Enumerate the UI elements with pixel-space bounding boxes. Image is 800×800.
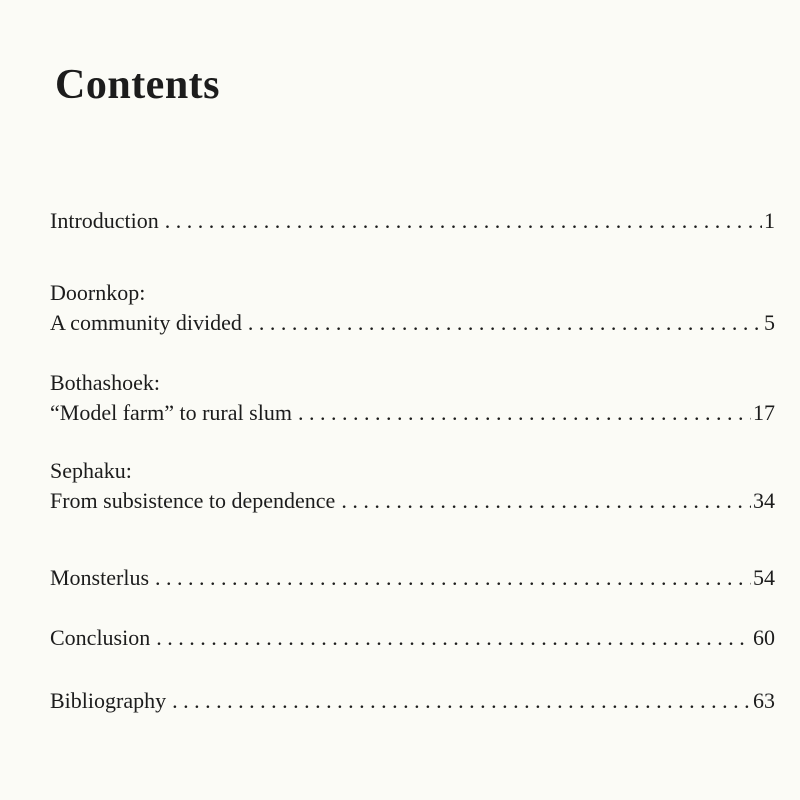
toc-page-number: 63	[753, 688, 775, 713]
dot-leader	[155, 563, 751, 593]
toc-line	[50, 686, 775, 716]
toc-entry-title: Monsterlus	[50, 565, 149, 590]
dot-leader	[165, 206, 762, 236]
toc-entry-conclusion	[50, 623, 775, 653]
toc-entry-place: Doornkop:	[50, 280, 146, 305]
toc-line	[50, 623, 775, 653]
toc-entry-introduction	[50, 206, 775, 236]
toc-entry-doornkop	[50, 278, 775, 338]
dot-leader	[341, 486, 751, 516]
toc-line	[50, 398, 775, 428]
toc-entry-title: “Model farm” to rural slum	[50, 400, 292, 425]
toc-entry-title: Bibliography	[50, 688, 167, 713]
toc-line	[50, 563, 775, 593]
toc-entry-place: Sephaku:	[50, 458, 132, 483]
toc-entry-title: Conclusion	[50, 625, 151, 650]
toc-entry-bothashoek	[50, 368, 775, 428]
toc-entry-bibliography	[50, 686, 775, 716]
toc-page-number: 1	[764, 208, 775, 233]
page-title: Contents	[55, 62, 221, 108]
dot-leader	[298, 398, 751, 428]
toc-entry-title: From subsistence to dependence	[50, 488, 336, 513]
toc-entry-title: Introduction	[50, 208, 159, 233]
table-of-contents	[50, 0, 775, 800]
toc-entry-title: A community divided	[50, 310, 242, 335]
toc-entry-sephaku	[50, 456, 775, 516]
toc-entry-monsterlus	[50, 563, 775, 593]
dot-leader	[156, 623, 751, 653]
toc-page-number: 34	[753, 488, 775, 513]
toc-page-number: 54	[753, 565, 775, 590]
toc-line	[50, 486, 775, 516]
dot-leader	[248, 308, 762, 338]
toc-line	[50, 206, 775, 236]
toc-line	[50, 308, 775, 338]
toc-entry-place: Bothashoek:	[50, 370, 160, 395]
dot-leader	[172, 686, 751, 716]
toc-page-number: 5	[764, 310, 775, 335]
toc-page-number: 60	[753, 625, 775, 650]
toc-page-number: 17	[753, 400, 775, 425]
